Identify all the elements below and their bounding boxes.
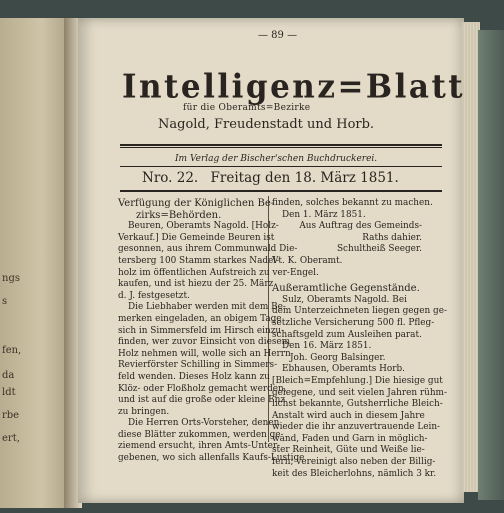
text-line: dem Unterzeichneten liegen gegen ge-: [272, 306, 447, 317]
text-line: schaftsgeld zum Ausleihen parat.: [272, 329, 422, 340]
text-line: Ebhausen, Oberamts Horb.: [282, 364, 405, 375]
text-line: Vt. K. Oberamt.: [272, 255, 343, 266]
left-page-fragment: rbe: [2, 410, 20, 421]
masthead-rule-top: [120, 144, 442, 146]
text-line: feld wenden. Dieses Holz kann zu: [118, 371, 270, 382]
text-line: und ist auf die große oder kleine Enz: [118, 395, 285, 406]
text-line: fern; vereinigt also neben der Billig-: [272, 457, 436, 468]
text-line: Beuren, Oberamts Nagold. [Holz-: [128, 221, 279, 232]
issue-date: Freitag den 18. März 1851.: [210, 170, 399, 186]
text-line: tersberg 100 Stamm starkes Nadel-: [118, 255, 280, 266]
text-line: Raths dahier.: [362, 232, 422, 243]
text-line: diese Blätter zukommen, werden ge-: [118, 429, 284, 440]
left-page-fragment: fen,: [2, 345, 22, 356]
masthead-rule-top-thin: [120, 147, 442, 148]
left-page-fragment: ert,: [2, 433, 20, 444]
masthead-title: Intelligenz=Blatt: [122, 68, 466, 106]
book-cover: [478, 30, 504, 500]
section-heading: Außeramtliche Gegenstände.: [272, 283, 420, 295]
text-line: zu bringen.: [118, 406, 170, 417]
text-line: wand, Faden und Garn in möglich-: [272, 433, 428, 444]
issue-rule: [120, 190, 442, 192]
text-line: Die Herren Orts-Vorsteher, denen: [128, 418, 280, 429]
text-line: Sulz, Oberamts Nagold. Bei: [282, 294, 407, 305]
text-line: setzliche Versicherung 500 fl. Pfleg-: [272, 317, 435, 328]
text-line: finden, solches bekannt zu machen.: [272, 198, 433, 208]
text-line: ziemend ersucht, ihren Amts-Unter-: [118, 441, 281, 452]
masthead-subtitle: für die Oberamts=Bezirke: [183, 103, 311, 113]
text-line: Revierförster Schilling in Simmers-: [118, 360, 278, 371]
left-page-fragment: s: [2, 296, 8, 307]
signature-line: Schultheiß Seeger.: [336, 244, 422, 255]
text-line: finden, wer zuvor Einsicht von diesem: [118, 337, 291, 348]
column-right: [272, 198, 447, 480]
text-line: d. J. festgesetzt.: [118, 290, 190, 301]
section-heading: Verfügung der Königlichen Be-: [118, 198, 275, 209]
issue-line: [142, 170, 399, 186]
text-line: Anstalt wird auch in diesem Jahre: [272, 410, 425, 421]
section-heading: zirks=Behörden.: [136, 209, 222, 221]
text-line: keit des Bleicherlohns, nämlich 3 kr.: [272, 468, 437, 479]
issue-number: Nro. 22.: [142, 170, 199, 186]
left-page-fragment: da: [2, 370, 15, 381]
left-page-fragment: ngs: [2, 273, 20, 284]
text-line: gebenen, wo sich allenfalls Kaufs-Lustige: [118, 453, 305, 464]
text-line: ster Reinheit, Güte und Weiße lie-: [272, 445, 425, 456]
imprint-line: Im Verlag der Bischer'schen Buchdruckerei.: [175, 154, 378, 164]
left-page-fragment: ldt: [2, 387, 16, 398]
text-line: Den 16. März 1851.: [282, 341, 372, 352]
page-number: — 89 —: [258, 30, 298, 41]
text-line: Verkauf.] Die Gemeinde Beuren ist: [118, 232, 275, 243]
text-line: gelegene, und seit vielen Jahren rühm-: [272, 387, 447, 398]
text-line: Die Liebhaber werden mit dem Be-: [128, 302, 286, 313]
imprint-rule: [120, 166, 442, 167]
text-line: Aus Auftrag des Gemeinds-: [299, 221, 422, 232]
text-line: merken eingeladen, an obigem Tage: [118, 313, 282, 324]
text-line: kaufen, und ist hiezu der 25. März: [118, 279, 274, 290]
text-line: Den 1. März 1851.: [282, 209, 366, 220]
text-line: [Bleich=Empfehlung.] Die hiesige gut: [272, 375, 443, 386]
signature-line: Engel.: [290, 267, 319, 278]
masthead-districts: Nagold, Freudenstadt und Horb.: [158, 117, 375, 132]
text-line: Klöz- oder Floßholz gemacht werden,: [118, 383, 287, 394]
text-line: holz im öffentlichen Aufstreich zu ver-: [118, 267, 290, 278]
text-line: wieder die ihr anzuvertrauende Lein-: [272, 422, 441, 433]
text-line: sich in Simmersfeld im Hirsch einzu-: [118, 325, 285, 336]
text-line: lichst bekannte, Gutsherrliche Bleich-: [272, 399, 443, 410]
signature-line: Joh. Georg Balsinger.: [290, 352, 386, 363]
text-line: Holz nehmen will, wolle sich an Herrn: [118, 348, 291, 359]
text-line: gesonnen, aus ihrem Communwald Die-: [118, 244, 298, 255]
